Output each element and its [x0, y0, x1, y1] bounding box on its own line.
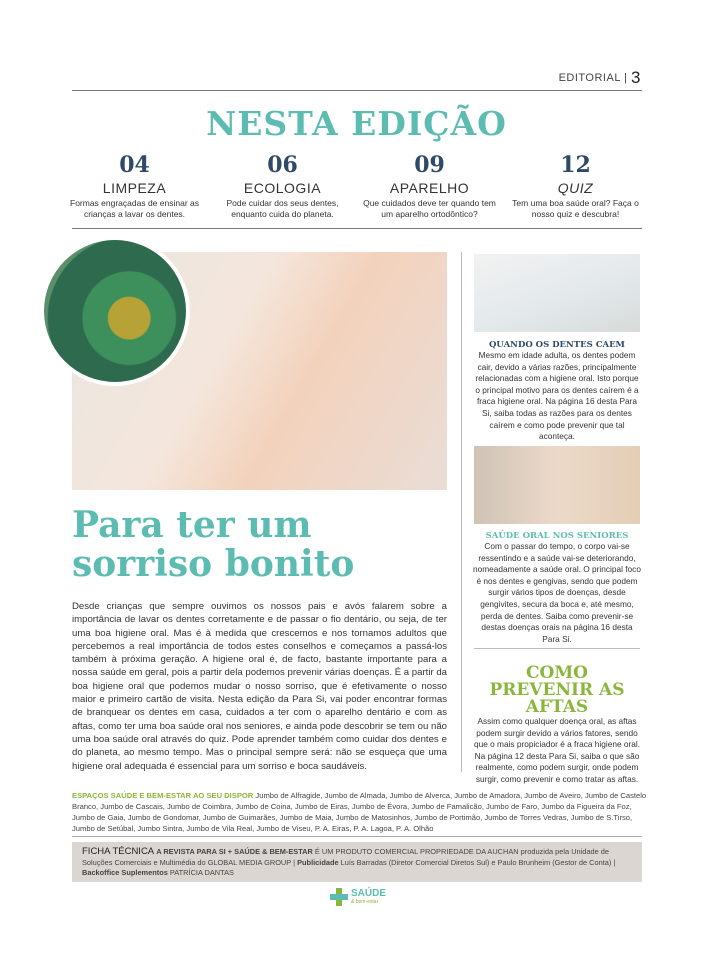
item-desc: Formas engraçadas de ensinar as crianças a lavar os dentes. — [70, 198, 199, 219]
sidebar-article — [472, 531, 642, 645]
page-header: EDITORIAL | 3 — [558, 68, 641, 87]
sidebar-title: COMO PREVENIR AS AFTAS — [489, 663, 625, 717]
credits-bo-label: Backoffice Suplementos — [82, 868, 168, 877]
credits-pub-label: Publicidade — [297, 857, 339, 867]
sidebar-text: Assim como qualquer doença oral, as aftas podem surgir devido a vários fatores, sendo que o mais propiciador é a fraca higiene oral. Na página 12 desta Para Si, saiba o que são realmente, como podem surgir, onde podem surgir, como prevenir e como tratar as aftas. — [473, 716, 641, 784]
sidebar-title: QUANDO OS DENTES CAEM — [489, 340, 625, 350]
credits-bo-text: PATRÍCIA DANTAS — [169, 868, 234, 877]
sidebar-text: Com o passar do tempo, o corpo vai-se ressentindo e a saúde vai-se deteriorando, nomeadamente a saúde oral. O principal foco é nos dentes e gengivas, sendo que podem surgir vários tipos de doenças, desde gengivites, secura da boca e, até mesmo, perda de dentes. Saiba como prevenir-se destas doenças orais na página 16 desta Para Si. — [473, 541, 641, 644]
logo-name: SAÚDE — [351, 888, 387, 899]
seniors-photo — [474, 446, 640, 524]
page-num: 12 — [560, 152, 591, 178]
cross-icon — [330, 888, 348, 906]
item-label: APARELHO — [389, 180, 470, 196]
column-divider — [461, 252, 462, 772]
section-label: EDITORIAL — [558, 72, 621, 84]
divider — [72, 836, 642, 837]
store-list-label: ESPAÇOS SAÚDE E BEM-ESTAR AO SEU DISPOR — [72, 791, 254, 800]
credits-label: FICHA TÉCNICA — [82, 846, 155, 857]
page-num: 09 — [414, 152, 445, 178]
item-label: ECOLOGIA — [243, 180, 322, 196]
contents-item[interactable] — [210, 152, 355, 220]
page-title: NESTA EDIÇÃO — [206, 104, 507, 143]
contents-item[interactable] — [503, 152, 648, 220]
credits-text: É UM PRODUTO COMERCIAL PROPRIEDADE DA AUCHAN produzida pela Unidade de Soluções Comerciais e Multimédia do GLOBAL MEDIA GROUP | — [82, 847, 610, 867]
article-headline: Para ter um sorriso bonito — [72, 504, 355, 585]
credits-pub-text: Luís Barradas (Diretor Comercial Diretos Sul) e Paulo Brunheim (Gestor de Conta) | — [340, 857, 616, 867]
credits-magazine: A REVISTA PARA SI + SAÚDE & BEM-ESTAR — [156, 847, 313, 856]
dental-tools-photo — [474, 254, 640, 332]
article-body: Desde crianças que sempre ouvimos os nossos pais e avós falarem sobre a importância de lavar os dentes corretamente e de passar o fio dentário, ou seja, de ter uma boa higiene oral. Mas é à medida que crescemos e nos tornamos adultos que percebemos a real importância de todos estes conselhos e começamos a passá-los também à próxima geração. A higiene oral é, de facto, bastante importante para a nossa saúde em geral, pois a partir dela podemos prevenir várias doenças. É a partir da boa higiene oral que podemos mudar o nosso sorriso, que é efetivamente o nosso maior e primeiro cartão de visita. Nesta edição da Para Si, vai poder encontrar formas de branquear os dentes em casa, cuidados a ter com o aparelho dentário e com as aftas, como ter uma boa saúde oral nos seniores, e ainda pode descobrir se tem ou não uma boa saúde oral através do quiz. Pode aprender também como cuidar dos dentes e do planeta, ao mesmo tempo. Mas o principal sempre será: não se esqueça que uma higiene oral adequada é essencial para um sorriso e boca saudáveis. — [72, 601, 447, 772]
store-list — [72, 790, 647, 834]
item-desc: Pode cuidar dos seus dentes, enquanto cuida do planeta. — [226, 198, 339, 219]
divider — [72, 90, 642, 91]
item-desc: Tem uma boa saúde oral? Faça o nosso quiz e descubra! — [512, 198, 639, 219]
page-number: 3 — [631, 68, 641, 87]
logo-sub: & bem-estar — [351, 899, 379, 905]
credits-box — [72, 842, 642, 882]
item-desc: Que cuidados deve ter quando tem um aparelho ortodôntico? — [363, 198, 496, 219]
sidebar-article — [472, 340, 642, 443]
contents-item[interactable] — [357, 152, 502, 220]
store-list-text: Jumbo de Alfragide, Jumbo de Almada, Jumbo de Alverca, Jumbo de Amadora, Jumbo de Aveiro, Jumbo de Castelo Branco, Jumbo de Cascais, Jumbo de Coimbra, Jumbo de Coina, Jumbo de Eiras, Jumbo de Évora, Jumbo de Famalicão, Jumbo de Faro, Jumbo da Figueira da Foz, Jumbo de Gaia, Jumbo de Gondomar, Jumbo de Guimarães, Jumbo de Maia, Jumbo de Matosinhos, Jumbo de Portimão, Jumbo de Torres Vedras, Jumbo de S.Tirso, Jumbo de Setúbal, Jumbo Sintra, Jumbo de Vila Real, Jumbo de Viseu, P. A. Eiras, P. A. Lagoa, P. A. Olhão — [72, 791, 647, 833]
sidebar-article — [472, 665, 642, 786]
contents-item[interactable] — [62, 152, 207, 220]
sidebar-title: SAÚDE ORAL NOS SENIORES — [485, 531, 629, 541]
divider — [474, 648, 640, 649]
page-num: 06 — [267, 152, 298, 178]
saude-logo — [330, 888, 386, 906]
sidebar-text: Mesmo em idade adulta, os dentes podem cair, devido a várias razões, principalmente relacionadas com a higiene oral. Isto porque o principal motivo para os dentes caírem é a fraca higiene oral. Na página 16 desta Para Si, saiba todas as razões para os dentes caírem e como pode prevenir que tal aconteça. — [475, 350, 639, 442]
divider — [72, 228, 642, 229]
item-label: QUIZ — [557, 180, 594, 196]
eco-toothbrush-photo — [40, 236, 190, 386]
item-label: LIMPEZA — [102, 180, 167, 196]
page-num: 04 — [119, 152, 150, 178]
